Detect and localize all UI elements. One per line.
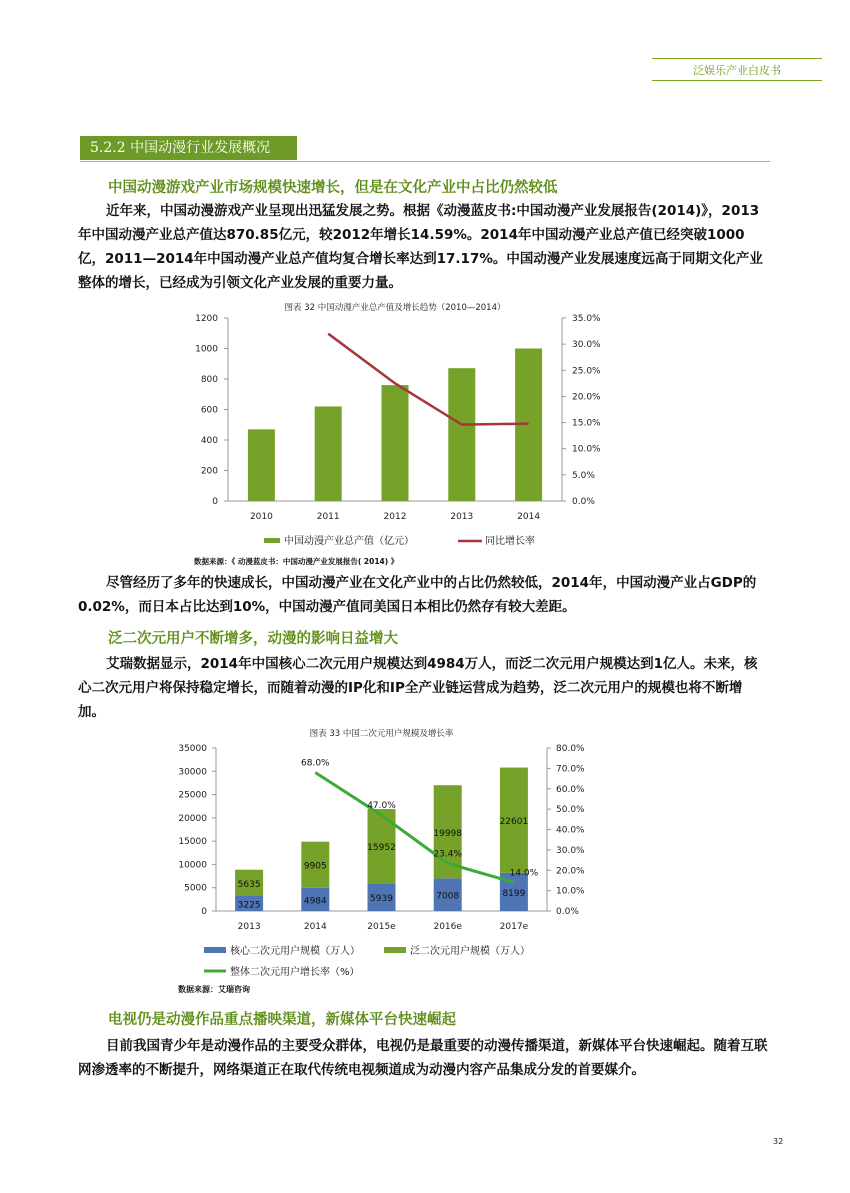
data-label-growth: 23.4% [433,849,462,860]
chart-source: 数据来源：艾瑞咨询 [178,985,250,994]
y2-tick-label: 10.0% [556,886,585,897]
y-tick-label: 1000 [195,344,218,355]
y2-tick-label: 10.0% [572,444,601,455]
bar [382,385,409,501]
page-number: 32 [773,1137,784,1146]
x-tick-label: 2017e [499,922,529,932]
y-tick-label: 20000 [178,813,207,824]
section-rule [80,161,770,162]
chart-acg-users [170,724,600,996]
x-tick-label: 2014 [517,512,541,522]
subheading-tv-channel: 电视仍是动漫作品重点播映渠道，新媒体平台快速崛起 [108,1012,456,1028]
legend-label-core: 核心二次元用户规模（万人） [230,946,360,957]
data-label-core: 3225 [237,900,261,911]
y-tick-label: 10000 [178,860,207,871]
y-tick-label: 800 [200,375,218,385]
y-tick-label: 1200 [195,314,218,324]
data-label-core: 8199 [502,888,526,899]
growth-line [315,772,514,882]
paragraph-acg-users: 艾瑞数据显示，2014年中国核心二次元用户规模达到4984万人，而泛二次元用户规模达到1亿人。未来，核心二次元用户将保持稳定增长，而随着动漫的IP化和IP全产业链运营成为趋势，泛二次元用户的规模也将不断增加。 [78,656,758,720]
y-tick-label: 200 [200,466,218,477]
legend-label-output: 中国动漫产业总产值（亿元） [284,536,414,547]
subheading-acg-users: 泛二次元用户不断增多，动漫的影响日益增大 [108,631,398,647]
data-label-pan: 22601 [499,817,529,828]
data-label-pan: 9905 [303,861,327,872]
y2-tick-label: 30.0% [556,845,585,856]
legend-label-growth: 整体二次元用户增长率（%） [230,967,360,978]
data-label-growth: 14.0% [509,868,539,879]
y2-tick-label: 35.0% [572,314,601,324]
y2-tick-label: 25.0% [572,366,601,377]
data-label-pan: 5635 [237,879,261,890]
y2-tick-label: 40.0% [556,825,585,836]
x-tick-label: 2013 [237,922,261,932]
chart-source: 数据来源：《 动漫蓝皮书：中国动漫产业发展报告( 2014) 》 [194,557,399,566]
y2-tick-label: 0.0% [556,907,579,917]
y-tick-label: 5000 [184,883,207,894]
y-tick-label: 400 [200,436,218,446]
chart-title: 图表 32 中国动漫产业总产值及增长趋势（2010—2014） [284,303,506,313]
legend-swatch-pan [384,947,406,953]
data-label-core: 4984 [303,896,327,907]
legend-swatch-output [264,538,280,543]
x-tick-label: 2016e [433,922,462,932]
data-label-growth: 47.0% [367,801,396,812]
x-tick-label: 2010 [249,512,273,522]
data-label-core: 5939 [370,894,393,905]
data-label-pan: 19998 [433,828,463,839]
y2-tick-label: 30.0% [572,340,601,351]
bar [248,429,275,501]
y-tick-label: 35000 [178,744,207,754]
bar [448,368,475,501]
chart-animation-output [180,298,620,568]
x-tick-label: 2013 [450,512,474,522]
legend-swatch-core [204,947,226,953]
bar [315,406,342,501]
x-tick-label: 2014 [303,922,327,932]
growth-line [328,334,528,425]
y2-tick-label: 50.0% [556,805,585,816]
y2-tick-label: 20.0% [556,866,585,877]
y2-tick-label: 80.0% [556,744,585,754]
x-tick-label: 2011 [316,512,340,522]
paragraph-market-growth: 近年来，中国动漫游戏产业呈现出迅猛发展之势。根据《动漫蓝皮书:中国动漫产业发展报告(2014)》，2013年中国动漫产业总产值达870.85亿元，较2012年增长14.59%。2014年中国动漫产业总产值已经突破1000亿，2011—2014年中国动漫产业总产值均复合增长率达到17.17%。中国动漫产业发展速度远高于同期文化产业整体的增长，已经成为引领文化产业发展的重要力量。 [78,203,763,291]
data-label-growth: 68.0% [301,758,330,769]
x-tick-label: 2012 [383,512,407,522]
y2-tick-label: 20.0% [572,392,601,403]
subheading-market-growth: 中国动漫游戏产业市场规模快速增长，但是在文化产业中占比仍然较低 [108,180,558,196]
paragraph-gdp-share: 尽管经历了多年的快速成长，中国动漫产业在文化产业中的占比仍然较低，2014年，中国动漫产业占GDP的0.02%，而日本占比达到10%，中国动漫产值同美国日本相比仍然存有较大差距。 [78,575,757,615]
y-tick-label: 25000 [178,790,207,801]
legend-label-growth: 同比增长率 [485,536,535,547]
y2-tick-label: 60.0% [556,784,585,795]
y2-tick-label: 15.0% [572,418,601,429]
paragraph-tv-channel: 目前我国青少年是动漫作品的主要受众群体，电视仍是最重要的动漫传播渠道，新媒体平台快速崛起。随着互联网渗透率的不断提升，网络渠道正在取代传统电视频道成为动漫内容产品集成分发的首要媒介。 [78,1038,768,1078]
data-label-pan: 15952 [367,843,396,854]
data-label-core: 7008 [436,891,460,902]
y-tick-label: 0 [201,907,207,917]
chart-title: 图表 33 中国二次元用户规模及增长率 [309,729,454,739]
x-tick-label: 2015e [367,922,396,932]
section-title: 5.2.2 中国动漫行业发展概况 [80,136,297,160]
header-title: 泛娱乐产业白皮书 [693,64,781,77]
y2-tick-label: 5.0% [572,470,595,481]
y-tick-label: 0 [212,497,218,507]
y-tick-label: 30000 [178,767,207,778]
legend-label-pan: 泛二次元用户规模（万人） [410,946,530,957]
y2-tick-label: 70.0% [556,764,585,775]
header-rule-top [652,58,822,59]
y-tick-label: 15000 [178,837,207,848]
y-tick-label: 600 [200,405,218,416]
y2-tick-label: 0.0% [572,497,595,507]
header-rule-bottom [652,80,822,81]
